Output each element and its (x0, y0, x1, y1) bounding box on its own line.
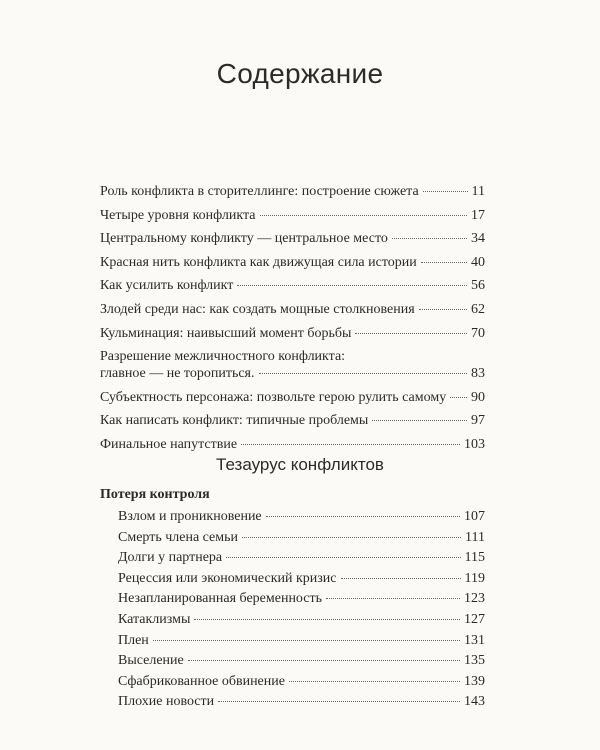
toc-entry (100, 301, 485, 325)
thesaurus-entry (118, 549, 485, 570)
thesaurus-entry-page: 107 (464, 509, 485, 524)
toc-entry-label: Как усилить конфликт (100, 278, 234, 294)
toc-entry-label: Финальное напутствие (100, 436, 238, 452)
leader-dots (421, 262, 467, 263)
table-of-contents (100, 183, 485, 460)
toc-entry-label: Как написать конфликт: типичные проблемы (100, 413, 369, 429)
toc-entry (100, 183, 485, 207)
thesaurus-entry-label: Рецессия или экономический кризис (118, 570, 337, 586)
toc-entry (100, 389, 485, 413)
thesaurus-entry-label: Смерть члена семьи (118, 529, 239, 545)
leader-dots (326, 598, 460, 599)
thesaurus-entry-page: 135 (464, 653, 485, 669)
thesaurus-title: Тезаурус конфликтов (216, 455, 384, 474)
leader-dots (241, 444, 460, 445)
toc-entry-page: 11 (471, 184, 485, 199)
leader-dots (259, 373, 468, 374)
toc-entry (100, 207, 485, 231)
leader-dots (392, 238, 467, 239)
toc-entry (100, 254, 485, 278)
toc-entry-label: Четыре уровня конфликта (100, 207, 256, 223)
toc-entry-label: Центральному конфликту — центральное место (100, 231, 388, 247)
leader-dots (226, 557, 460, 558)
leader-dots (419, 309, 467, 310)
thesaurus-entry-page: 123 (464, 591, 485, 607)
leader-dots (260, 215, 468, 216)
toc-entry-page: 62 (471, 301, 485, 317)
leader-dots (355, 333, 467, 334)
thesaurus-entry (118, 590, 485, 611)
leader-dots (450, 397, 467, 398)
toc-entry-page: 97 (471, 413, 485, 429)
toc-entry-label: Разрешение межличностного конфликта: (100, 349, 346, 365)
leader-dots (188, 660, 460, 661)
thesaurus-entry-label: Плен (118, 632, 149, 648)
thesaurus-entry (118, 693, 485, 714)
thesaurus-entry-page: 127 (464, 611, 485, 627)
thesaurus-entry (118, 529, 485, 550)
toc-entry-page: 70 (471, 325, 485, 341)
thesaurus-entry-label: Катаклизмы (118, 611, 191, 627)
thesaurus-entry (118, 508, 485, 529)
toc-entry-page: 90 (471, 389, 485, 405)
toc-entry-label: Субъектность персонажа: позвольте герою рулить самому (100, 389, 447, 405)
thesaurus-section-heading: Потеря контроля (100, 487, 210, 502)
leader-dots (237, 285, 467, 286)
thesaurus-list (100, 486, 485, 714)
toc-entry-page: 56 (471, 278, 485, 294)
leader-dots (289, 681, 460, 682)
thesaurus-entry-label: Незапланированная беременность (118, 591, 322, 607)
leader-dots (372, 420, 467, 421)
toc-entry-label: Роль конфликта в сторителлинге: построение сюжета (100, 184, 419, 199)
thesaurus-entry-page: 119 (464, 570, 485, 586)
page-title: Содержание (216, 58, 384, 89)
leader-dots (218, 701, 460, 702)
toc-entry (100, 277, 485, 301)
toc-entry (100, 230, 485, 254)
toc-entry-page: 40 (471, 254, 485, 270)
thesaurus-entry-page: 115 (464, 550, 485, 566)
leader-dots (423, 191, 468, 192)
thesaurus-entry-label: Взлом и проникновение (118, 509, 262, 524)
thesaurus-entry-page: 139 (464, 673, 485, 689)
thesaurus-entry-label: Сфабрикованное обвинение (118, 673, 285, 689)
toc-entry (100, 348, 485, 382)
toc-entry-page: 17 (471, 207, 485, 223)
thesaurus-entry (118, 652, 485, 673)
thesaurus-entry-page: 131 (464, 632, 485, 648)
thesaurus-entry-page: 143 (464, 694, 485, 710)
toc-entry-label: Кульминация: наивысший момент борьбы (100, 325, 352, 341)
leader-dots (242, 537, 461, 538)
leader-dots (153, 640, 460, 641)
thesaurus-entry-label: Выселение (118, 653, 184, 669)
toc-entry-label: Злодей среди нас: как создать мощные столкновения (100, 301, 415, 317)
toc-entry-label: главное — не торопиться. (100, 366, 255, 382)
leader-dots (194, 619, 460, 620)
thesaurus-entry (118, 611, 485, 632)
thesaurus-entry (118, 673, 485, 694)
thesaurus-entry (118, 632, 485, 653)
toc-entry (100, 412, 485, 436)
thesaurus-entry (118, 570, 485, 591)
toc-entry-label: Красная нить конфликта как движущая сила истории (100, 254, 417, 270)
thesaurus-entry-page: 111 (465, 529, 485, 545)
leader-dots (266, 516, 460, 517)
toc-entry-page: 83 (471, 366, 485, 382)
thesaurus-entry-label: Долги у партнера (118, 550, 223, 566)
thesaurus-entry-label: Плохие новости (118, 694, 215, 710)
toc-entry (100, 325, 485, 349)
toc-entry-page: 103 (464, 436, 485, 452)
toc-entry-page: 34 (471, 231, 485, 247)
leader-dots (341, 578, 461, 579)
